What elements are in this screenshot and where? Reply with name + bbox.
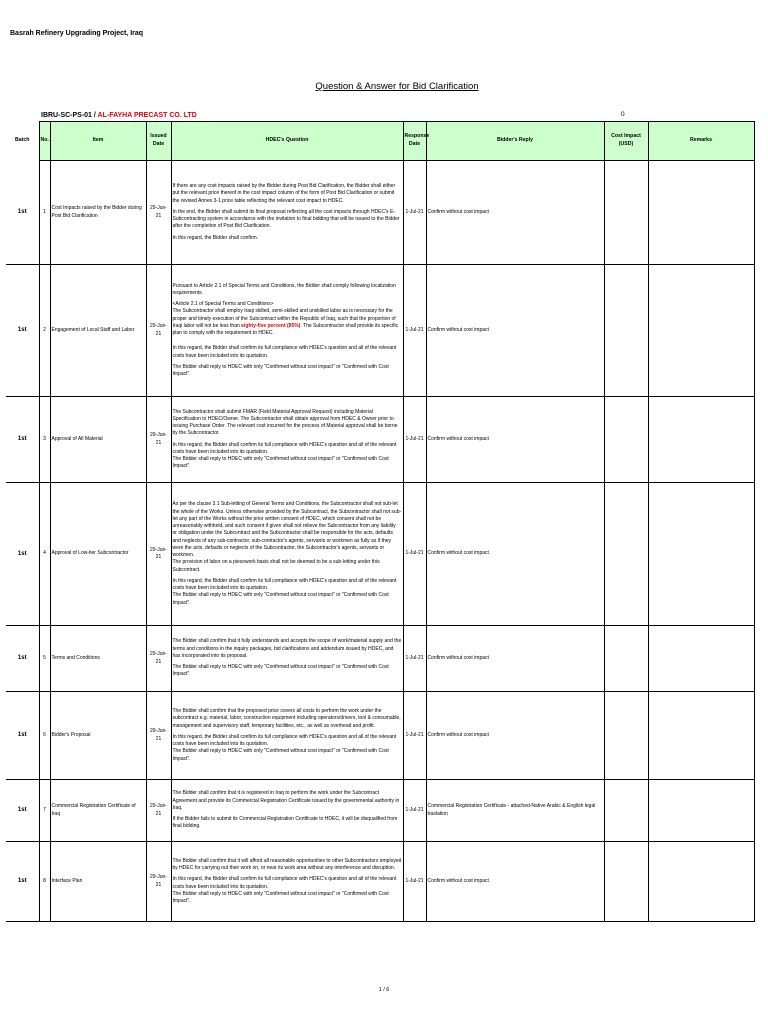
response-date-cell: 1-Jul-21 <box>403 397 426 483</box>
package-label <box>41 112 197 119</box>
header-batch: Batch <box>6 122 39 161</box>
question-paragraph: In this regard, the Bidder shall confirm its full compliance with HDEC's question and all of the relevant costs have been included into its quotation. <box>172 441 397 455</box>
remarks-cell <box>648 265 754 397</box>
item-cell: Cost Impacts raised by the Bidder during Post Bid Clarification <box>50 161 146 265</box>
question-paragraph: The Bidder shall confirm that it is registered in Iraq to perform the work under the Subcontract Agreement and provide its Commercial Registration Certificate issued by the governmental authority in Iraq. <box>172 790 400 811</box>
item-cell: Commercial Registration Certificate of Iraq <box>50 780 146 842</box>
issued-date-cell: 29-Jun-21 <box>146 397 171 483</box>
reply-cell: Confirm without cost impact <box>426 692 604 780</box>
response-date-cell: 1-Jul-21 <box>403 692 426 780</box>
reply-cell: Confirm without cost impact <box>426 483 604 626</box>
question-paragraph: The Bidder shall reply to HDEC with only "Confirmed without cost impact" or "Confirmed with Cost Impact". <box>172 456 389 470</box>
page-number: 1 / 6 <box>378 987 390 993</box>
document-title: Question & Answer for Bid Clarification <box>315 81 479 92</box>
no-cell: 4 <box>39 483 50 626</box>
reply-cell: Confirm without cost impact <box>426 161 604 265</box>
issued-date-cell: 29-Jun-21 <box>146 842 171 922</box>
table-row <box>6 780 754 842</box>
labor-percentage: eighty-five percent (85%) <box>241 322 301 329</box>
question-paragraph: If the Bidder fails to submit its Commercial Registration Certificate to HDEC, it will be disqualified from final bidding. <box>172 816 398 830</box>
question-cell <box>171 265 403 397</box>
batch-cell: 1st <box>6 692 39 780</box>
remarks-cell <box>648 842 754 922</box>
header-bidder-reply: Bidder's Reply <box>426 122 604 161</box>
question-cell <box>171 692 403 780</box>
cost-impact-cell <box>604 161 648 265</box>
question-paragraph <box>173 301 402 337</box>
remarks-cell <box>648 626 754 692</box>
table-row <box>6 161 754 265</box>
package-code: IBRU-SC-PS-01 / <box>41 112 98 119</box>
question-paragraph: The Bidder shall reply to HDEC with only "Confirmed without cost impact" or "Confirmed with Cost Impact". <box>172 363 389 378</box>
question-paragraph: In the end, the Bidder shall submit its final proposal reflecting all the cost impacts through HDEC's E-Subcontracting system in accordance with the invitation to final bidding that will be issued to the Bidder after the completion of Post Bid Clarification. <box>172 208 400 230</box>
question-paragraph: In this regard, the Bidder shall confirm its full compliance with HDEC's question and all of the relevant costs have been included into its quotation. <box>172 876 397 890</box>
question-paragraph: The Subcontractor shall submit FMAR (Field Material Approval Request) including Material Specification to HDEC/Owner. The Subcontractor shall obtain approval from HDEC & Owner prior to issuing Purchase Order. The relevant cost incurred for the process of Material approval shall be borne by the Subcontractor. <box>172 408 398 437</box>
table-row <box>6 397 754 483</box>
table-row <box>6 265 754 397</box>
question-paragraph: In this regard, the Bidder shall confirm. <box>172 234 259 241</box>
table-row <box>6 483 754 626</box>
requirement-text-end: . The Subcontractor shall provide its specific plan to comply with the requirement to HDEC. <box>172 322 399 337</box>
header-item: Item <box>50 122 146 161</box>
issued-date-cell: 29-Jun-21 <box>146 780 171 842</box>
header-issued-date: Issued Date <box>146 122 171 161</box>
question-cell <box>171 780 403 842</box>
question-paragraph: Pursuant to Article 2.1 of Special Terms and Conditions, the Bidder shall comply following localization requirements. <box>172 282 396 296</box>
issued-date-cell: 29-Jun-21 <box>146 626 171 692</box>
remarks-cell <box>648 161 754 265</box>
cost-impact-cell <box>604 692 648 780</box>
header-row <box>6 122 754 161</box>
header-remarks: Remarks <box>648 122 754 161</box>
question-cell <box>171 161 403 265</box>
item-cell: Interface Plan <box>50 842 146 922</box>
item-cell: Bidder's Proposal <box>50 692 146 780</box>
question-cell <box>171 842 403 922</box>
remarks-cell <box>648 692 754 780</box>
question-paragraph: In this regard, the Bidder shall confirm its full compliance with HDEC's question and all of the relevant costs have been included into its quotation. <box>172 577 397 591</box>
response-date-cell: 1-Jul-21 <box>403 265 426 397</box>
batch-cell: 1st <box>6 265 39 397</box>
no-cell: 7 <box>39 780 50 842</box>
no-cell: 3 <box>39 397 50 483</box>
item-cell: Approval of Low-tier Subcontractor <box>50 483 146 626</box>
reply-cell: Confirm without cost impact <box>426 397 604 483</box>
response-date-cell: 1-Jul-21 <box>403 626 426 692</box>
vendor-name: AL-FAYHA PRECAST CO. LTD <box>97 112 197 119</box>
no-cell: 1 <box>39 161 50 265</box>
remarks-cell <box>648 397 754 483</box>
question-paragraph: In this regard, the Bidder shall confirm its full compliance with HDEC's question and all of the relevant costs have been included into its quotation. <box>172 733 397 748</box>
question-paragraph: The Bidder shall reply to HDEC with only "Confirmed without cost impact" or "Confirmed with Cost Impact". <box>172 592 389 606</box>
item-cell: Terms and Conditions <box>50 626 146 692</box>
response-date-cell: 1-Jul-21 <box>403 161 426 265</box>
no-cell: 2 <box>39 265 50 397</box>
question-paragraph: In this regard, the Bidder shall confirm its full compliance with HDEC's question and all of the relevant costs have been included into its quotation. <box>172 345 397 359</box>
remarks-cell <box>648 780 754 842</box>
reply-cell: Commercial Registration Certificate - attached-Native Arabic & English legal traslation <box>426 780 604 842</box>
question-paragraph: The Bidder shall confirm that it will afford all reasonable opportunities to other Subcontractors employed by HDEC for carrying out their work on, or near its work area without any interference and disruption. <box>172 857 402 871</box>
header-no: No. <box>39 122 50 161</box>
cost-impact-cell <box>604 483 648 626</box>
response-date-cell: 1-Jul-21 <box>403 780 426 842</box>
no-cell: 5 <box>39 626 50 692</box>
question-cell <box>171 483 403 626</box>
cost-impact-cell <box>604 842 648 922</box>
issued-date-cell: 29-Jun-21 <box>146 265 171 397</box>
issued-date-cell: 29-Jun-21 <box>146 483 171 626</box>
no-cell: 6 <box>39 692 50 780</box>
question-cell <box>171 397 403 483</box>
article-heading: <Article 2.1 of Special Terms and Conditions> <box>172 301 274 308</box>
cost-impact-cell <box>604 780 648 842</box>
question-paragraph: The Bidder shall confirm that it fully understands and accepts the scope of work/material supply and the terms and conditions in the inquiry packages, bid clarifications and addendum issued by HDEC, and has incorporated into its proposal. <box>172 638 402 659</box>
batch-cell: 1st <box>6 483 39 626</box>
reply-cell: Confirm without cost impact <box>426 265 604 397</box>
batch-cell: 1st <box>6 780 39 842</box>
item-cell: Engagement of Local Staff and Labor <box>50 265 146 397</box>
question-paragraph: If there are any cost impacts raised by the Bidder during Post Bid Clarification, the Bidder shall either put the relevant price thereof in the cost impact column of the form of Post Bid Clarification or submit the revised Annex 3-1 price table reflecting the relevant cost impact to HDEC. <box>172 183 396 204</box>
header-response-date: Response Date <box>403 122 426 161</box>
response-date-cell: 1-Jul-21 <box>403 483 426 626</box>
question-cell <box>171 626 403 692</box>
table-row <box>6 626 754 692</box>
header-cost-impact: Cost Impact (USD) <box>604 122 648 161</box>
issued-date-cell: 29-Jun-21 <box>146 692 171 780</box>
question-paragraph: The Bidder shall reply to HDEC with only "Confirmed without cost impact" or "Confirmed with Cost Impact". <box>172 890 389 904</box>
table-row <box>6 692 754 780</box>
project-name: Basrah Refinery Upgrading Project, Iraq <box>10 30 144 37</box>
requirement-text: The Subcontractor shall employ Iraqi skilled, semi-skilled and unskilled labor as is necessary for the proper and timely execution of the Subcontract within the Republic of Iraq, such that the proportion of Iraqi labor will not be less than <box>172 308 396 329</box>
question-paragraph: The Bidder shall reply to HDEC with only "Confirmed without cost impact" or "Confirmed with Cost Impact". <box>172 748 389 762</box>
question-paragraph: As per the clause 3.1 Sub-letting of General Terms and Conditions, the Subcontractor shall not sub-let the whole of the Works. Unless otherwise provided by the Subcontract, the Subcontractor shall not sub-let any part of the Works without the prior written consent of HDEC, which consent shall not be unreasonably withheld, and such consent if given shall not relieve the Subcontractor from any liability or obligation under the Subcontract and the Subcontractor shall be responsible for the acts, defaults and neglects of any sub-contractor, sub-contractor's agents, servants or workmen as fully as if they were the acts, defaults or neglects of the Subcontractor, the Subcontractor's agents, servants or workmen. <box>172 501 402 558</box>
question-paragraph: The provision of labor on a piecework basis shall not be deemed to be a sub-letting under this Subcontract. <box>172 559 380 573</box>
reply-cell: Confirm without cost impact <box>426 842 604 922</box>
corner-value: 0 <box>621 111 625 118</box>
cost-impact-cell <box>604 397 648 483</box>
item-cell: Approval of All Material <box>50 397 146 483</box>
remarks-cell <box>648 483 754 626</box>
cost-impact-cell <box>604 265 648 397</box>
table-row <box>6 842 754 922</box>
question-paragraph: The Bidder shall confirm that the proposed price covers all costs to perform the work under the subcontract e.g. material, labor, construction equipment including operators/drivers, tool & consumable, management and supervisory staff, temporary facilities, etc., as well as overhead and profit. <box>172 708 401 729</box>
batch-cell: 1st <box>6 842 39 922</box>
question-paragraph: The Bidder shall reply to HDEC with only "Confirmed without cost impact" or "Confirmed with Cost Impact". <box>172 664 389 678</box>
qa-table <box>6 121 755 922</box>
batch-cell: 1st <box>6 161 39 265</box>
header-question: HDEC's Question <box>171 122 403 161</box>
no-cell: 8 <box>39 842 50 922</box>
reply-cell: Confirm without cost impact <box>426 626 604 692</box>
batch-cell: 1st <box>6 397 39 483</box>
response-date-cell: 1-Jul-21 <box>403 842 426 922</box>
batch-cell: 1st <box>6 626 39 692</box>
issued-date-cell: 29-Jun-21 <box>146 161 171 265</box>
cost-impact-cell <box>604 626 648 692</box>
